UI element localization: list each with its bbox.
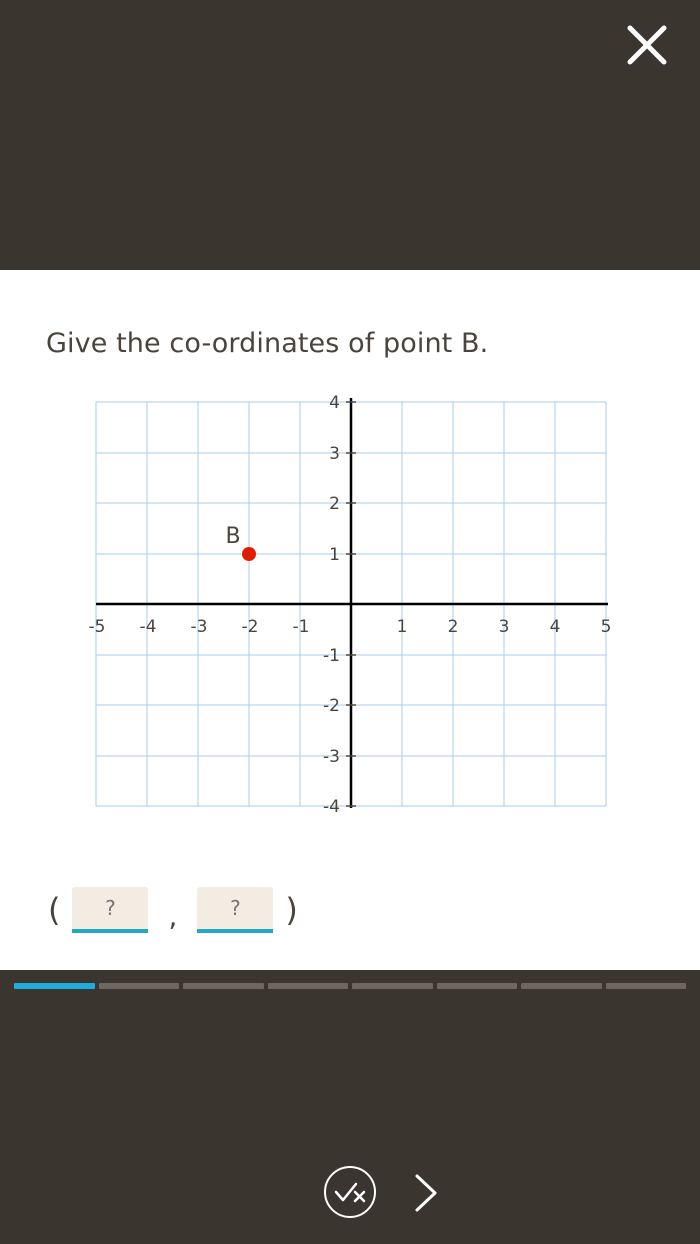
progress-segment [14, 983, 95, 989]
svg-text:3: 3 [329, 444, 340, 464]
question-text: Give the co-ordinates of point B. [46, 328, 489, 359]
close-icon[interactable] [616, 14, 678, 76]
bottom-toolbar [0, 1150, 700, 1244]
svg-text:-5: -5 [88, 617, 106, 637]
coordinate-grid [46, 378, 656, 818]
svg-text:5: 5 [600, 617, 612, 637]
progress-segment [183, 983, 264, 989]
svg-text:-1: -1 [292, 617, 310, 637]
svg-text:1: 1 [329, 545, 340, 565]
coordinate-comma: , [168, 900, 178, 933]
svg-text:-2: -2 [323, 696, 340, 716]
progress-segment [606, 983, 687, 989]
open-paren: ( [48, 891, 61, 929]
svg-text:-4: -4 [139, 617, 157, 637]
svg-text:4: 4 [329, 393, 340, 413]
progress-segment [521, 983, 602, 989]
x-coordinate-input[interactable] [72, 887, 148, 933]
top-bar [0, 0, 700, 270]
svg-text:-3: -3 [190, 617, 208, 637]
svg-text:B: B [225, 524, 241, 549]
progress-segment [268, 983, 349, 989]
y-coordinate-input[interactable] [197, 887, 273, 933]
chevron-right-icon[interactable] [405, 1168, 445, 1218]
svg-text:-1: -1 [323, 646, 340, 666]
svg-text:1: 1 [396, 617, 408, 637]
close-paren: ) [285, 891, 298, 929]
check-cross-icon[interactable] [322, 1164, 378, 1220]
question-card [0, 270, 700, 970]
svg-text:3: 3 [498, 617, 510, 637]
svg-text:2: 2 [329, 494, 340, 514]
svg-text:-3: -3 [323, 747, 340, 767]
progress-segment [352, 983, 433, 989]
svg-text:2: 2 [447, 617, 459, 637]
svg-text:-2: -2 [241, 617, 259, 637]
progress-segment [99, 983, 180, 989]
svg-text:-4: -4 [323, 797, 340, 817]
answer-row [42, 875, 304, 945]
progress-bar [14, 983, 686, 989]
svg-text:4: 4 [549, 617, 561, 637]
progress-segment [437, 983, 518, 989]
